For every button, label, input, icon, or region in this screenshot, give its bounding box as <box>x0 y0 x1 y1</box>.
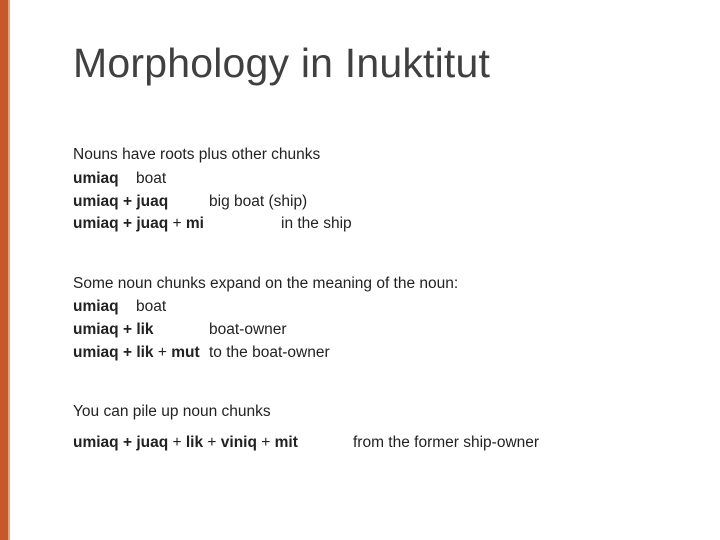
block2-row3-form: umiaq + lik + mut <box>73 344 200 361</box>
block2-heading: Some noun chunks expand on the meaning of the noun: <box>73 275 459 292</box>
block1-row2-form: umiaq + juaq <box>73 193 169 210</box>
block1-row3-form: umiaq + juaq + mi <box>73 215 204 232</box>
block2-row2-form: umiaq + lik <box>73 321 154 338</box>
block1-row1-form: umiaq <box>73 170 119 187</box>
slide-title: Morphology in Inuktitut <box>73 40 491 86</box>
left-accent-line <box>8 0 10 540</box>
block1-heading: Nouns have roots plus other chunks <box>73 146 321 163</box>
block3-row1-gloss: from the former ship-owner <box>353 434 540 451</box>
block1-row3-gloss: in the ship <box>281 215 352 232</box>
block3-heading: You can pile up noun chunks <box>73 403 271 420</box>
block2-row2-gloss: boat-owner <box>209 321 287 338</box>
block2-row1-form: umiaq <box>73 298 119 315</box>
block2-row1-gloss: boat <box>136 298 167 315</box>
left-accent-bar <box>0 0 8 540</box>
block2-row3-gloss: to the boat-owner <box>209 344 330 361</box>
block1-row1-gloss: boat <box>136 170 167 187</box>
block3-row1-form: umiaq + juaq + lik + viniq + mit <box>73 434 298 451</box>
block1-row2-gloss: big boat (ship) <box>209 193 308 210</box>
